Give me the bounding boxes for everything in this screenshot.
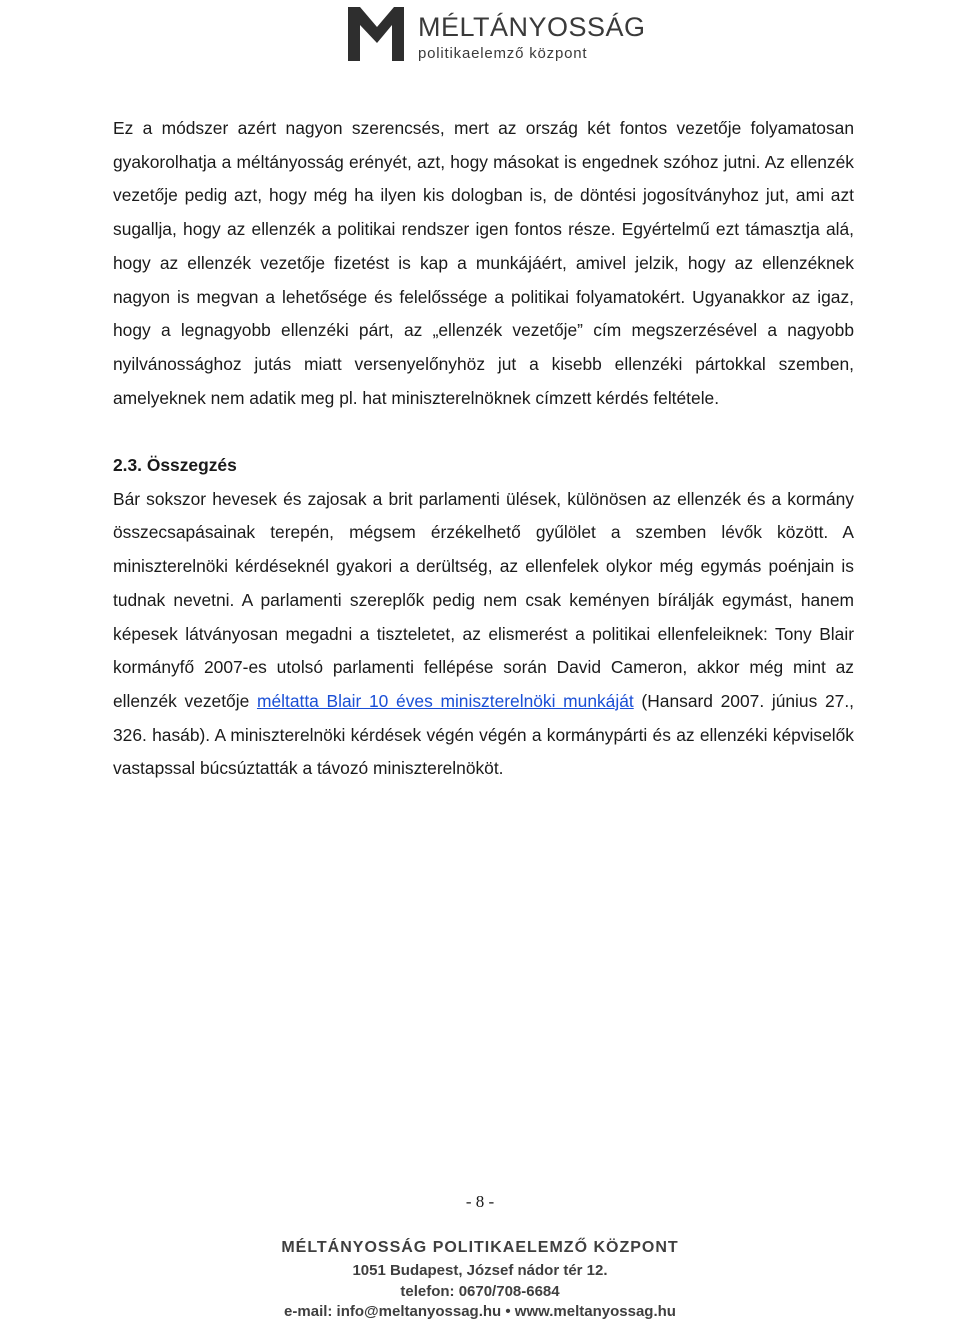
footer <box>0 1236 960 1325</box>
paragraph-intro: Ez a módszer azért nagyon szerencsés, mert az ország két fontos vezetője folyamatosan gyakorolhatja a méltányosság erényét, azt, hogy másokat is engednek szóhoz jutni. Az ellenzék vezetője pedig azt, hogy még ha ilyen kis dologban is, de döntési jogosítványhoz jut, ami azt sugallja, hogy az ellenzék a politikai rendszer igen fontos része. Egyértelmű ezt támasztja alá, hogy az ellenzék vezetője fizetést is kap a munkájáért, amivel jelzik, hogy az ellenzéknek nagyon is megvan a lehetősége és felelőssége a politikai folyamatokért. Ugyanakkor az igaz, hogy a legnagyobb ellenzéki párt, az „ellenzék vezetője” cím megszerzésével a nagyobb nyilvánossághoz jutás miatt versenyelőnyhöz jut a kisebb ellenzéki pártokkal szemben, amelyeknek nem adatik meg pl. hat miniszterelnöknek címzett kérdés feltétele. <box>113 118 854 408</box>
paragraph-summary <box>113 483 854 786</box>
footer-address: 1051 Budapest, József nádor tér 12. <box>352 1262 608 1279</box>
logo-subtitle: politikaelemző központ <box>418 45 588 62</box>
footer-org-name: MÉLTÁNYOSSÁG POLITIKAELEMZŐ KÖZPONT <box>281 1239 679 1256</box>
meltanyossag-logo-mark-icon <box>346 5 408 63</box>
document-body <box>113 112 854 786</box>
footer-phone: telefon: 0670/708-6684 <box>400 1283 560 1300</box>
section-heading: 2.3. Összegzés <box>113 455 237 476</box>
header-logo <box>346 5 646 65</box>
page-number: - 8 - <box>465 1192 495 1211</box>
paragraph-summary-text-1: Bár sokszor hevesek és zajosak a brit parlamenti ülések, különösen az ellenzék és a kormány összecsapásainak terepén, mégsem érzékelhető gyűlölet a szemben lévők között. A miniszterelnöki kérdéseknél gyakori a derültség, az ellenfelek olykor még egymás poénjain is tudnak nevetni. A parlamenti szereplők pedig nem csak keményen bírálják egymást, hanem képesek látványosan megadni a tiszteletet, az elismerést a politikai ellenfeleiknek: Tony Blair kormányfő 2007-es utolsó parlamenti fellépése során David Cameron, akkor még mint az ellenzék vezetője <box>113 488 854 711</box>
logo-title: MÉLTÁNYOSSÁG <box>418 12 646 42</box>
paragraph-summary-text-2: (Hansard 2007. június 27., 326. hasáb). A miniszterelnöki kérdések végén végén a kormánypárti és az ellenzéki képviselők vastapssal búcsúztatták a távozó miniszterelnököt. <box>113 690 854 779</box>
footer-contact: e-mail: info@meltanyossag.hu • www.meltanyossag.hu <box>284 1303 676 1320</box>
hansard-link[interactable]: méltatta Blair 10 éves miniszterelnöki munkáját <box>256 690 634 711</box>
